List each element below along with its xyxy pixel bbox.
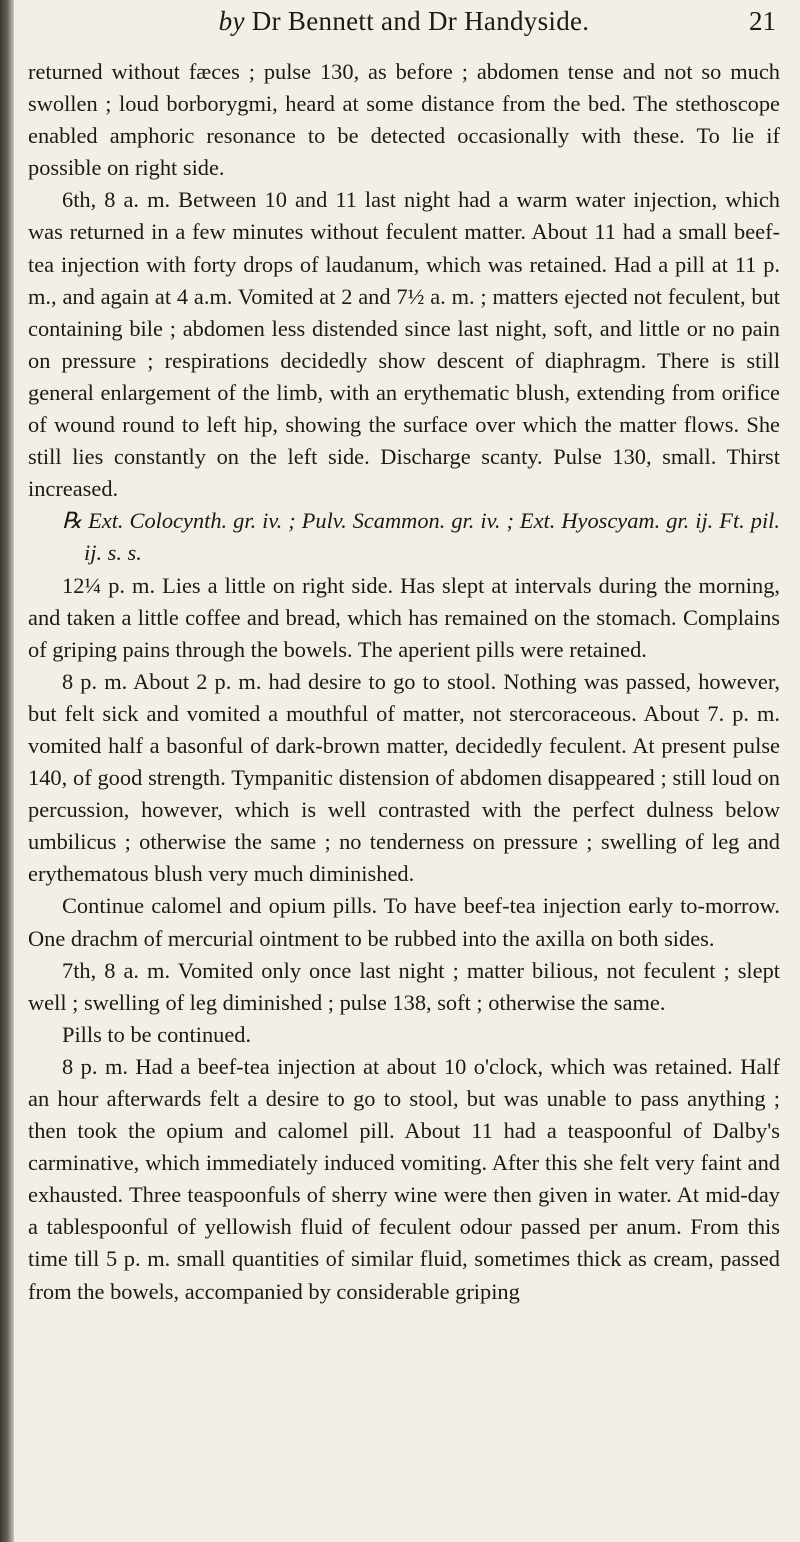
paragraph-7th-evening: 8 p. m. Had a beef-tea injection at about 10 o'clock, which was retained. Half an hour afterwards felt a desire to go to stool, but was unable to pass anything ; then took the opium and calomel pill. About 11 had a teaspoonful of Dalby's carminative, which immediately induced vomiting. After this she felt very faint and exhausted. Three teaspoonfuls of sherry wine were then given in water. At mid-day a tablespoonful of yellowish fluid of feculent odour passed per anum. From this time till 5 p. m. small quantities of similar fluid, sometimes thick as cream, passed from the bowels, accompanied by considerable griping [28, 1053, 780, 1304]
page-number: 21 [749, 6, 776, 36]
paragraph-6th-evening: 8 p. m. About 2 p. m. had desire to go to stool. Nothing was passed, however, but felt sick and vomited a mouthful of matter, not stercoraceous. About 7. p. m. vomited half a basonful of dark-brown matter, decidedly feculent. At present pulse 140, of good strength. Tympanitic distension of abdomen disappeared ; still loud on percussion, however, which is well contrasted with the perfect dulness below umbilicus ; otherwise the same ; no tenderness on pressure ; swelling of leg and erythematous blush very much diminished. [28, 668, 780, 887]
paragraph-orders-1: Continue calomel and opium pills. To have beef-tea injection early to-morrow. One drachm of mercurial ointment to be rubbed into the axilla on both sides. [28, 893, 780, 951]
prescription-paragraph: ℞ Ext. Colocynth. gr. iv. ; Pulv. Scammon. gr. iv. ; Ext. Hyoscyam. gr. ij. Ft. pil. ij. s. s. [62, 508, 780, 566]
paragraph-6th-noon: 12¼ p. m. Lies a little on right side. Has slept at intervals during the morning, and taken a little coffee and bread, which has remained on the stomach. Complains of griping pains through the bowels. The aperient pills were retained. [28, 572, 780, 662]
paragraph-7th-morning: 7th, 8 a. m. Vomited only once last night ; matter bilious, not feculent ; slept well ; swelling of leg diminished ; pulse 138, soft ; otherwise the same. [28, 957, 780, 1015]
paragraph-continued: returned without fæces ; pulse 130, as before ; abdomen tense and not so much swollen ; loud borborygmi, heard at some distance from the bed. The stethoscope enabled amphoric resonance to be detected occasionally with these. To lie if possible on right side. [28, 59, 780, 181]
book-spine-shadow [0, 0, 14, 1542]
running-header [28, 0, 780, 56]
book-page [28, 0, 780, 1542]
case-notes-text [28, 56, 780, 1308]
paragraph-6th-morning: 6th, 8 a. m. Between 10 and 11 last night had a warm water injection, which was returned in a few minutes without feculent matter. About 11 had a small beef-tea injection with forty drops of laudanum, which was retained. Had a pill at 11 p. m., and again at 4 a.m. Vomited at 2 and 7½ a. m. ; matters ejected not feculent, but containing bile ; abdomen less distended since last night, soft, and little or no pain on pressure ; respirations decidedly show descent of diaphragm. There is still general enlargement of the limb, with an erythematic blush, extending from orifice of wound round to left hip, showing the surface over which the matter flows. She still lies constantly on the left side. Discharge scanty. Pulse 130, small. Thirst increased. [28, 187, 780, 502]
running-title [28, 6, 780, 37]
running-title-rest: Dr Bennett and Dr Handyside. [244, 6, 590, 36]
page-bottom-margin [28, 1308, 780, 1348]
paragraph-orders-2: Pills to be continued. [62, 1021, 252, 1047]
running-title-italic: by [218, 6, 245, 36]
